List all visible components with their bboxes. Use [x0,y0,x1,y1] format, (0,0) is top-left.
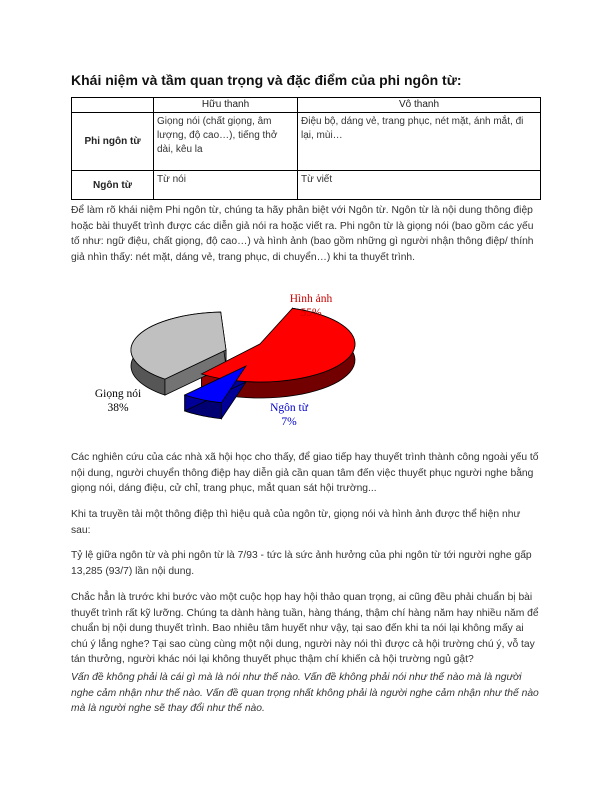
table-cell: Từ nói [154,171,298,200]
table-header-cell: Vô thanh [298,98,541,113]
pie-chart [80,280,380,430]
table-header-row [72,98,541,113]
row-label: Phi ngôn từ [72,113,154,171]
pie-slice-value-label: 7% [281,416,297,428]
table-cell: Giọng nói (chất giọng, âm lượng, độ cao…), tiếng thở dài, kêu la [154,113,298,171]
pie-slice-label: Giọng nói [94,388,142,400]
table-cell: Từ viết [298,171,541,200]
paragraph: Khi ta truyền tải một thông điệp thì hiệu quả của ngôn từ, giọng nói và hình ảnh được thể hiện như sau: [71,509,521,536]
paragraph: Tỷ lệ giữa ngôn từ và phi ngôn từ là 7/93 - tức là sức ảnh hưởng của phi ngôn từ tới người nghe gấp 13,285 (93/7) lần nội dung. [71,550,532,577]
pie-slice-label: Ngôn từ [270,402,308,414]
table-row [72,113,541,171]
row-label: Ngôn từ [72,171,154,200]
paragraph: Chắc hẳn là trước khi bước vào một cuộc họp hay hội thảo quan trọng, ai cũng đều phải chuẩn bị bài thuyết trình rất kỹ lưỡng. Chúng ta dành hàng tuần, hàng tháng, thậm chí hàng năm hay nhiều năm để chuẩn bị nội dung thuyết trình. Bao nhiêu tâm huyết như vậy, tại sao đến khi ta nói lại không mấy ai chú ý lắng nghe? Tại sao cùng cùng một nội dung, người này nói thì được cả hội trường chú ý, vỗ tay tán thưởng, người khác nói lại không thuyết phục thậm chí khiến cả hội trường ngủ gật? [71,592,539,665]
pie-slice-value-label: 55% [300,307,322,319]
paragraph: Để làm rõ khái niệm Phi ngôn từ, chúng ta hãy phân biệt với Ngôn từ. Ngôn từ là nội dung thông điệp hoặc bài thuyết trình được các diễn giả nói ra hoặc viết ra. Phi ngôn từ là giọng nói (bao gồm các yếu tố như: ngữ điệu, chất giọng, độ cao…) và hình ảnh (bao gồm những gì người nhận thông điệp/ thính giả nhìn thấy: nét mặt, dáng vẻ, trang phục, di chuyển…) khi ta thuyết trình. [71,205,534,263]
comparison-table [71,97,541,200]
page-title: Khái niệm và tầm quan trọng và đặc điểm của phi ngôn từ: [71,72,462,88]
table-header-cell [72,98,154,113]
table-cell: Điệu bộ, dáng vẻ, trang phục, nét mặt, ánh mắt, đi lại, mùi… [298,113,541,171]
pie-slice-value-label: 38% [107,402,129,414]
table-header-cell: Hữu thanh [154,98,298,113]
pie-slice-label: Hình ảnh [289,293,333,305]
italic-paragraph: Vấn đề không phải là cái gì mà là nói như thế nào. Vấn đề không phải nói như thế nào mà là người nghe cảm nhận như thế nào. Vấn đề quan trọng nhất không phải là người nghe cảm nhận như thế nào mà là người nghe sẽ thay đổi như thế nào. [71,672,539,714]
table-row [72,171,541,200]
paragraph: Các nghiên cứu của các nhà xã hội học cho thấy, để giao tiếp hay thuyết trình thành công ngoài yếu tố nội dung, người chuyển thông điệp hay diễn giả cần quan tâm đến việc thuyết phục người nghe bằng giọng nói, dáng điệu, cử chỉ, trang phục, mắt quan sát hội trường... [71,452,539,494]
